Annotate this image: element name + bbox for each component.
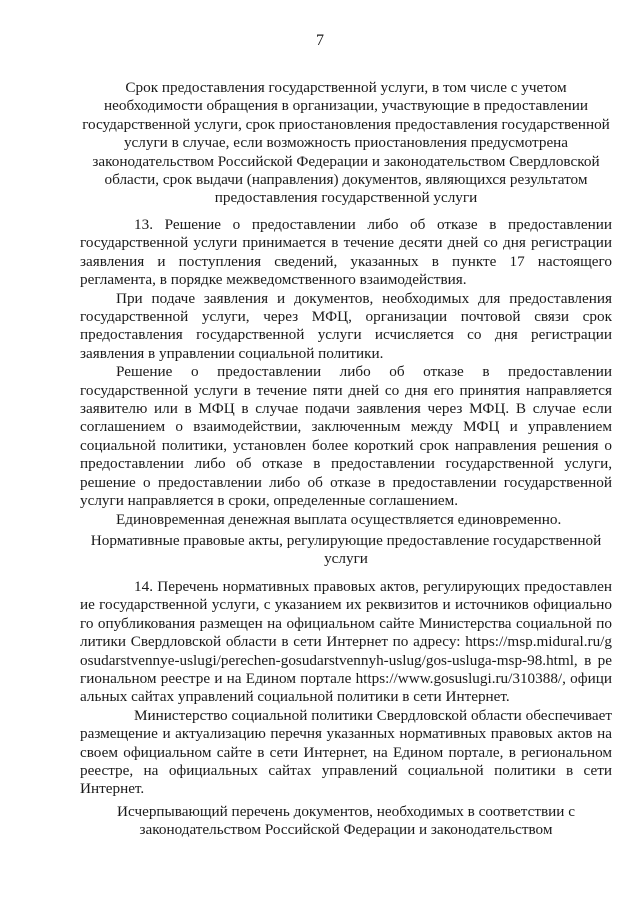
paragraph-one-time-payment: Единовременная денежная выплата осуществляется единовременно. bbox=[116, 510, 562, 528]
section-body-deadlines bbox=[80, 216, 612, 529]
paragraph-decision-delivery: Решение о предоставлении либо об отказе в предоставлении государственной услуги в течение пяти дней со дня его принятия направляется заявителю или в МФЦ в случае подачи заявления через МФЦ. В случае если соглашением о взаимодействии, заключенным между МФЦ и управлением социальной политики, установлен более короткий срок направления решения о предоставлении либо об отказе в предоставлении государственной услуги, решение о предоставлении либо об отказе в предоставлении государственной услуги направляется в сроки, определенные соглашением. bbox=[80, 363, 612, 510]
section-heading-text: Срок предоставления государственной услуги, в том числе с учетом необходимости обращения в организации, участвующие в предоставлении государственной услуги, срок приостановления предоставления государственной услуги в случае, если возможность приостановления предусмотрена законодательством Российской Федерации и законодательством Свердловской области, срок выдачи (направления) документов, являющихся результатом предоставления государственной услуги bbox=[82, 79, 610, 207]
paragraph-14: 14. Перечень нормативных правовых актов, регулирующих предоставление государственной услуги, с указанием их реквизитов и источников официального опубликования размещен на официальном сайте Министерства социальной политики Свердловской области в сети Интернет по адресу: https://msp.midural.ru/gosudarstvennye-uslugi/perechen-gosudarstvennyh-uslug/gos-usluga-msp-98.html, в региональном реестре и на Едином портале https://www.gosuslugi.ru/310388/, официальных сайтах управлений социальной политики в сети Интернет. bbox=[80, 578, 612, 706]
section-heading-text: Исчерпывающий перечень документов, необходимых в соответствии с законодательством Российской Федерации и законодательством bbox=[117, 803, 575, 839]
page-number: 7 bbox=[316, 32, 324, 49]
paragraph-mfc-submission: При подаче заявления и документов, необходимых для предоставления государственной услуги, через МФЦ, организации почтовой связи срок предоставления государственной услуги исчисляется со дня регистрации заявления в управлении социальной политики. bbox=[80, 289, 612, 362]
section-heading-text: Нормативные правовые акты, регулирующие предоставление государственной услуги bbox=[90, 532, 602, 568]
section-body-legal-acts bbox=[80, 578, 612, 799]
section-heading-legal-acts bbox=[80, 532, 612, 569]
section-heading-documents bbox=[80, 803, 612, 840]
paragraph-13: 13. Решение о предоставлении либо об отказе в предоставлении государственной услуги принимается в течение десяти дней со дня регистрации заявления и поступления сведений, указанных в пункте 17 настоящего регламента, в порядке межведомственного взаимодействия. bbox=[80, 216, 612, 289]
section-heading-deadlines bbox=[80, 79, 612, 208]
paragraph-ministry-publication: Министерство социальной политики Свердловской области обеспечивает размещение и актуализацию перечня указанных нормативных правовых актов на своем официальном сайте в сети Интернет, на Едином портале, в региональном реестре, на официальных сайтах управлений социальной политики в сети Интернет. bbox=[80, 706, 612, 798]
